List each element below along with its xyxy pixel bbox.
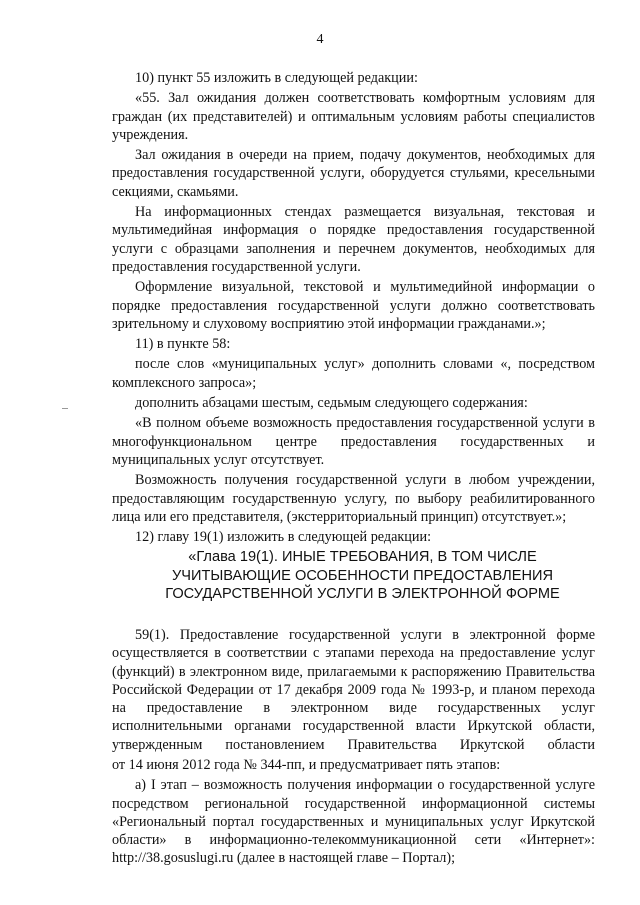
- paragraph-info-design: Оформление визуальной, текстовой и мультимедийной информации о порядке предоставления государственной услуги должно соответствовать зрительному и слуховому восприятию этой информации гражданами.»;: [112, 279, 595, 332]
- paragraph-stage-a: а) I этап – возможность получения информации о государственной услуге посредством региональной государственной информационной системы «Региональный портал государственных и муниципальных услуг Иркутской области» в информационно-телекоммуникационной сети «Интернет»: http://38.gosuslugi.ru (далее в настоящей главе – Портал);: [112, 777, 595, 867]
- paragraph-59-1-tail: от 14 июня 2012 года № 344-пп, и предусматривает пять этапов:: [112, 757, 501, 773]
- paragraph-item-12: 12) главу 19(1) изложить в следующей редакции:: [135, 529, 432, 546]
- paragraph-item-10: 10) пункт 55 изложить в следующей редакции:: [135, 70, 418, 86]
- paragraph-mfc-absent: «В полном объеме возможность предоставления государственной услуги в многофункциональном центре предоставления государственных и муниципальных услуг отсутствует.: [112, 415, 595, 468]
- scan-mark: [62, 408, 68, 409]
- chapter-heading-line-3: ГОСУДАРСТВЕННОЙ УСЛУГИ В ЭЛЕКТРОННОЙ ФОРМЕ: [165, 586, 560, 603]
- paragraph-info-stands: На информационных стендах размещается визуальная, текстовая и мультимедийная информация о порядке предоставления государственной услуги с образцами заполнения и перечнем документов, необходимых для предоставления государственной услуги.: [112, 204, 595, 275]
- paragraph-59-1: 59(1). Предоставление государственной услуги в электронной форме осуществляется в соответствии с этапами перехода на предоставление услуг (функций) в электронном виде, прилагаемыми к распоряжению Правительства Российской Федерации от 17 декабря 2009 года № 1993-р, и планом перехода на предоставление в электронном виде государственных услуг исполнительными органами государственной власти Иркутской области, утвержденным постановлением Правительства Иркутской области: [112, 626, 595, 753]
- paragraph-item-11: 11) в пункте 58:: [135, 336, 231, 353]
- paragraph-add-sixth-seventh: дополнить абзацами шестым, седьмым следующего содержания:: [135, 395, 528, 412]
- paragraph-55-waiting-hall: «55. Зал ожидания должен соответствовать комфортным условиям для граждан (их представителей) и оптимальным условиям работы специалистов учреждения.: [112, 90, 595, 143]
- chapter-heading-line-2: УЧИТЫВАЮЩИЕ ОСОБЕННОСТИ ПРЕДОСТАВЛЕНИЯ: [171, 567, 554, 584]
- paragraph-extraterritorial: Возможность получения государственной услуги в любом учреждении, предоставляющим государственную услугу, по выбору реабилитированного лица или его представителя, (экстерриториальный принцип) отсутствует.»;: [112, 472, 595, 525]
- chapter-heading-line-1: «Глава 19(1). ИНЫЕ ТРЕБОВАНИЯ, В ТОМ ЧИСЛЕ: [188, 549, 537, 566]
- document-body: [112, 69, 595, 870]
- page-number: 4: [316, 32, 324, 47]
- chapter-heading: [112, 548, 595, 604]
- paragraph-after-words: после слов «муниципальных услуг» дополнить словами «, посредством комплексного запроса»;: [112, 356, 595, 391]
- paragraph-waiting-queue: Зал ожидания в очереди на прием, подачу документов, необходимых для предоставления государственной услуги, оборудуется стульями, кресельными секциями, скамьями.: [112, 147, 595, 200]
